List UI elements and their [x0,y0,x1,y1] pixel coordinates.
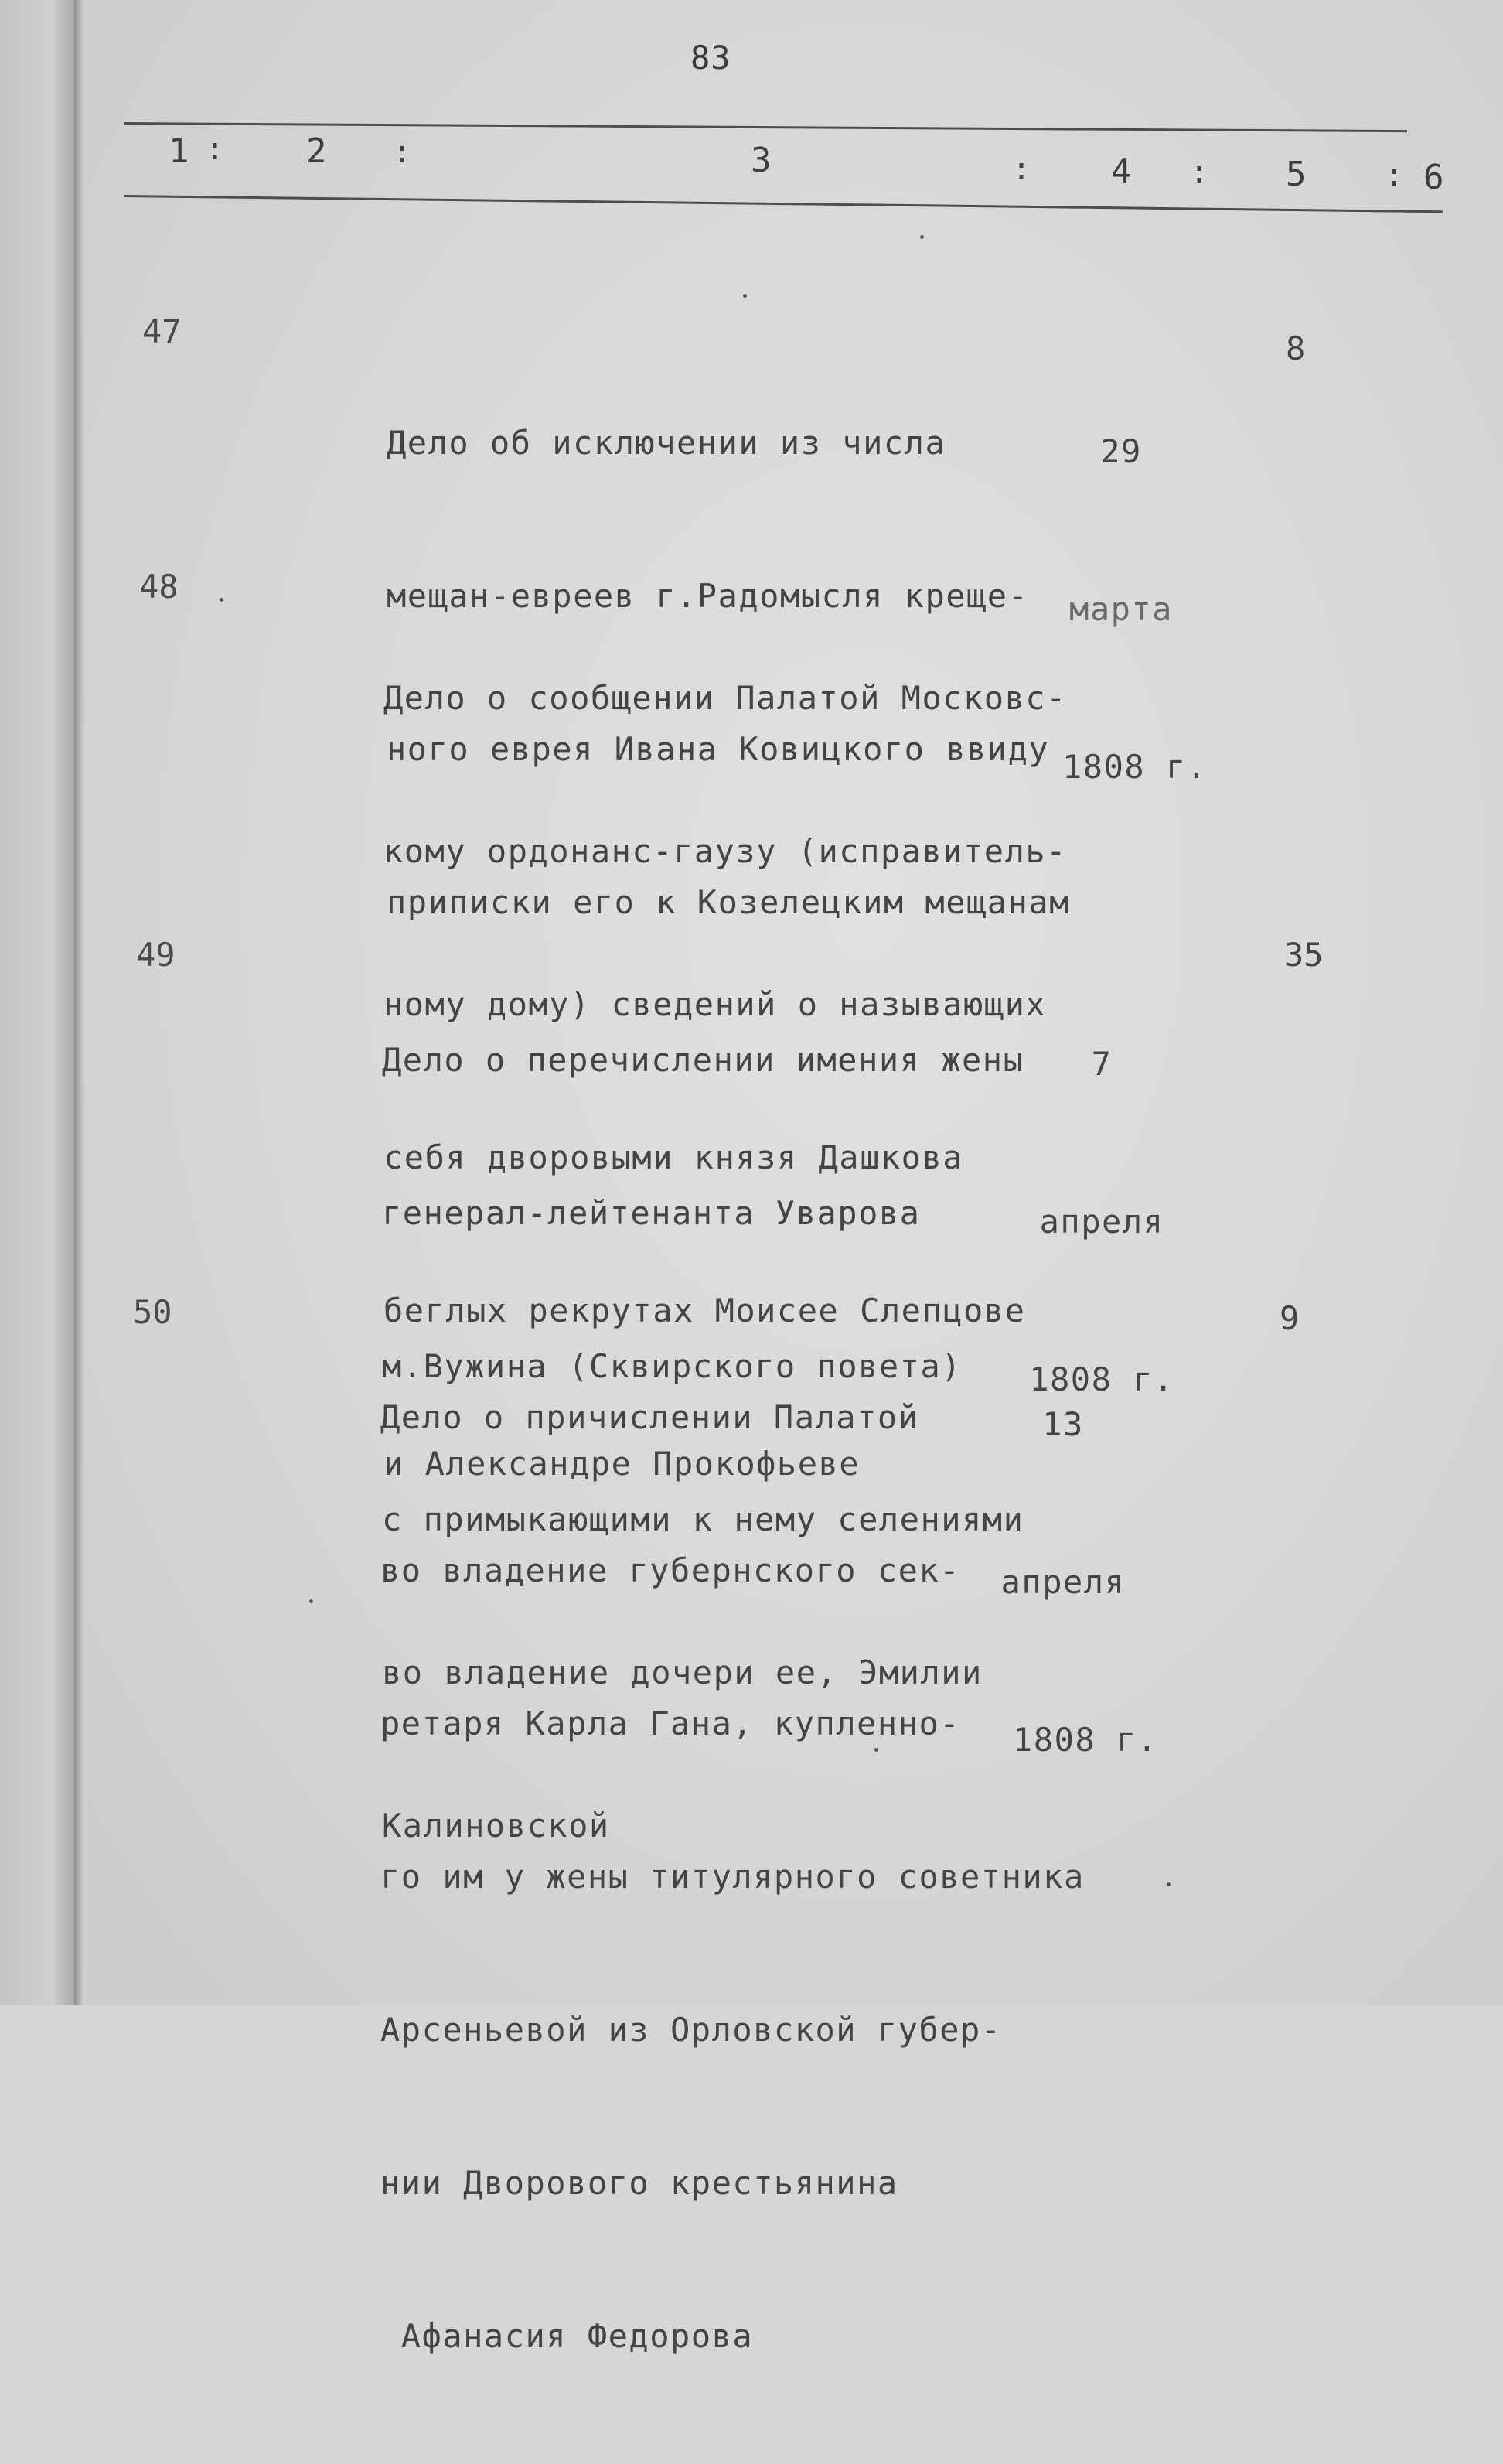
description-line: ретаря Карла Гана, купленно- [380,1705,961,1742]
paper-speck [874,1748,878,1752]
date-month: апреля [1039,1203,1164,1241]
description-line: Дело о перечислении имения жены [382,1041,1024,1079]
description-line: го им у жены титулярного советника [380,1858,1085,1896]
page-number: 83 [690,39,731,77]
paper-speck [1167,1882,1171,1886]
column-separator: : [1190,155,1209,190]
description-line: нии Дворового крестьянина [380,2164,898,2202]
binding-shadow [74,0,85,2005]
description-line: приписки его к Козелецким мещанам [387,883,1070,921]
sheet-count: 35 [1284,936,1324,974]
paper-speck [220,598,223,602]
description-line: во владение губернского сек- [380,1551,961,1589]
description-line: с примыкающими к нему селениями [382,1500,1024,1538]
date-year: 1808 г. [1062,748,1208,786]
column-4-header: 4 [1111,152,1132,191]
date-year: 1808 г. [1013,1721,1158,1759]
description-line: кому ордонанс-гаузу (исправитель- [383,832,1067,870]
entry-description [380,1290,1085,2464]
description-line: Дело о причислении Палатой [380,1398,919,1436]
column-separator: : [1385,158,1404,193]
date-day: 7 [1091,1045,1113,1083]
description-line: генерал-лейтенанта Уварова [382,1194,921,1232]
column-2-header: 2 [306,131,327,171]
paper-speck [309,1599,313,1603]
entry-number: 48 [139,568,179,606]
date-month: апреля [1000,1563,1126,1601]
description-line: ному дому) сведений о называющих [383,985,1047,1023]
left-page-margin [0,0,74,2005]
entry-date [1051,320,1208,899]
description-line: Афанасия Федорова [380,2317,754,2355]
description-line: ного еврея Ивана Ковицкого ввиду [387,730,1050,768]
date-day: 29 [1100,432,1142,470]
entry-number: 50 [133,1293,172,1331]
description-line: Арсеньевой из Орловской губер- [380,2011,1002,2049]
date-year: 1808 г. [1029,1360,1174,1398]
entry-date [982,1293,1158,1872]
paper-speck [743,294,747,298]
description-line: Калиновской [382,1807,610,1845]
paper-speck [920,235,924,239]
date-month: марта [1069,590,1173,628]
column-6-header: 6 [1423,158,1444,197]
description-line: Дело о сообщении Палатой Московс- [383,679,1067,717]
description-line: м.Вужина (Сквирского повета) [382,1347,963,1385]
date-day: 13 [1042,1405,1084,1443]
description-line: беглых рекрутах Моисее Слепцове [383,1292,1026,1329]
column-5-header: 5 [1286,155,1307,194]
sheet-count: 9 [1280,1299,1300,1337]
description-line: мещан-евреев г.Радомысля креще- [387,577,1029,615]
description-line: во владение дочери ее, Эмилии [382,1653,983,1691]
column-1-header: 1 [169,131,189,171]
description-line: Дело об исключении из числа [387,424,946,462]
entry-number: 47 [142,312,182,350]
column-3-header: 3 [751,141,772,180]
description-line: и Александре Прокофьеве [383,1445,861,1483]
column-separator: : [206,131,225,167]
column-separator: : [1012,152,1031,187]
entry-number: 49 [136,936,176,974]
column-separator: : [393,135,412,170]
sheet-count: 8 [1286,329,1306,367]
description-line: себя дворовыми князя Дашкова [383,1138,964,1176]
